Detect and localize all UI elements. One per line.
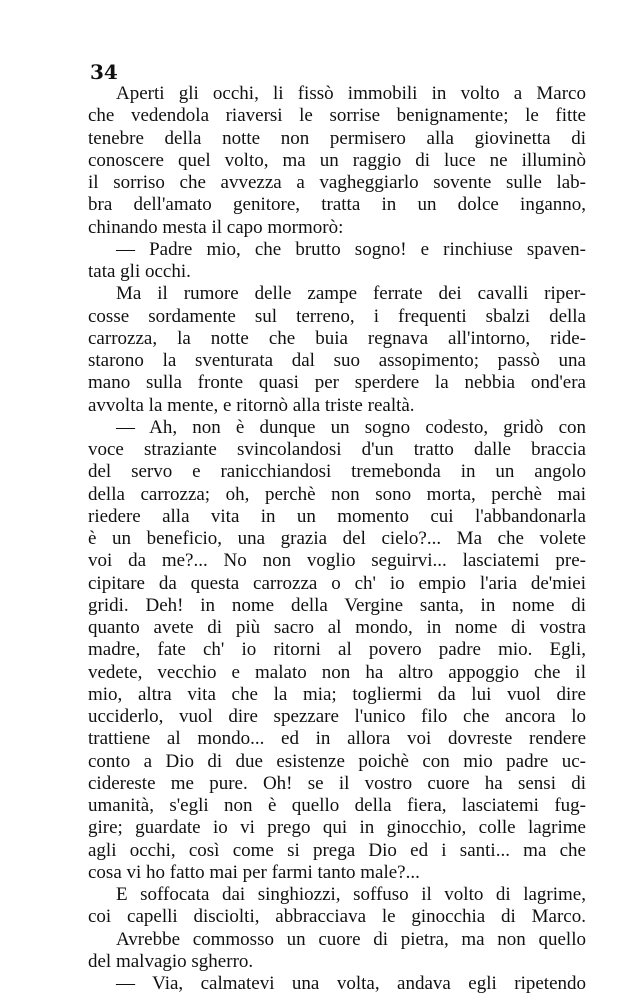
body-text — [88, 83, 586, 995]
text-line: — Via, calmatevi una volta, andava egli ripetendo — [116, 973, 586, 994]
text-line: del servo e ranicchiandosi tremebonda in un angolo — [88, 461, 586, 483]
text-line: del malvagio sgherro. — [88, 950, 254, 972]
page-number: 34 — [90, 60, 118, 84]
text-line: della carrozza; oh, perchè non sono morta, perchè mai — [88, 483, 586, 505]
text-line: E soffocata dai singhiozzi, soffuso il volto di lagrime, — [116, 884, 586, 905]
text-line: cipitare da questa carrozza o ch' io empio l'aria de'miei — [88, 572, 586, 594]
text-line: agli occhi, così come si prega Dio ed i santi... ma che — [88, 839, 586, 861]
text-line: quanto avete di più sacro al mondo, in nome di vostra — [88, 617, 586, 638]
text-line: trattiene al mondo... ed in allora voi dovreste rendere — [88, 728, 586, 750]
text-line: gire; guardate io vi prego qui in ginocchio, colle lagrime — [88, 817, 586, 839]
text-line: — Padre mio, che brutto sogno! e rinchiuse spaven- — [116, 238, 586, 260]
text-line: madre, fate ch' io ritorni al povero padre mio. Egli, — [88, 639, 586, 661]
text-line: mano sulla fronte quasi per sperdere la nebbia ond'era — [88, 372, 586, 394]
text-line: Aperti gli occhi, li fissò immobili in volto a Marco — [116, 83, 586, 104]
text-line: carrozza, la notte che buia regnava all'intorno, ride- — [88, 327, 586, 349]
text-line: mio, altra vita che la mia; togliermi da lui vuol dire — [88, 683, 586, 705]
text-line: — Ah, non è dunque un sogno codesto, gridò con — [116, 416, 586, 438]
text-line: chinando mesta il capo mormorò: — [88, 216, 344, 238]
text-line: ucciderlo, vuol dire spezzare l'unico filo che ancora lo — [88, 706, 586, 727]
text-line: cidereste me pure. Oh! se il vostro cuore ha sensi di — [88, 772, 586, 794]
text-line: voi da me?... No non voglio seguirvi... lasciatemi pre- — [88, 550, 586, 572]
text-line: gridi. Deh! in nome della Vergine santa, in nome di — [88, 594, 586, 616]
text-line: conto a Dio di due esistenze poichè con mio padre uc- — [88, 750, 586, 772]
text-line: umanità, s'egli non è quello della fiera, lasciatemi fug- — [88, 795, 586, 816]
text-line: bra dell'amato genitore, tratta in un dolce inganno, — [88, 194, 586, 216]
text-line: riedere alla vita in un momento cui l'abbandonarla — [88, 505, 586, 527]
text-line: Ma il rumore delle zampe ferrate dei cavalli riper- — [116, 283, 586, 305]
text-line: tenebre della notte non permisero alla giovinetta di — [88, 127, 586, 149]
text-line: che vedendola riaversi le sorrise benignamente; le fitte — [88, 105, 586, 127]
text-line: vedete, vecchio e malato non ha altro appoggio che il — [88, 661, 586, 683]
text-line: tata gli occhi. — [88, 261, 191, 282]
text-line: voce straziante svincolandosi d'un tratto dalle braccia — [88, 439, 586, 460]
text-line: starono la sventurata dal suo assopimento; passò una — [88, 350, 586, 371]
text-line: conoscere quel volto, ma un raggio di luce ne illuminò — [88, 149, 586, 171]
text-line: cosse sordamente sul terreno, i frequenti sbalzi della — [88, 305, 586, 327]
text-line: Avrebbe commosso un cuore di pietra, ma non quello — [116, 928, 586, 950]
text-line: coi capelli disciolti, abbracciava le ginocchia di Marco. — [88, 906, 586, 928]
text-line: è un beneficio, una grazia del cielo?... Ma che volete — [88, 528, 586, 549]
text-line: avvolta la mente, e ritornò alla triste realtà. — [88, 394, 415, 416]
text-line: il sorriso che avvezza a vagheggiarlo sovente sulle lab- — [88, 172, 586, 193]
text-line: cosa vi ho fatto mai per farmi tanto male?... — [88, 861, 420, 883]
